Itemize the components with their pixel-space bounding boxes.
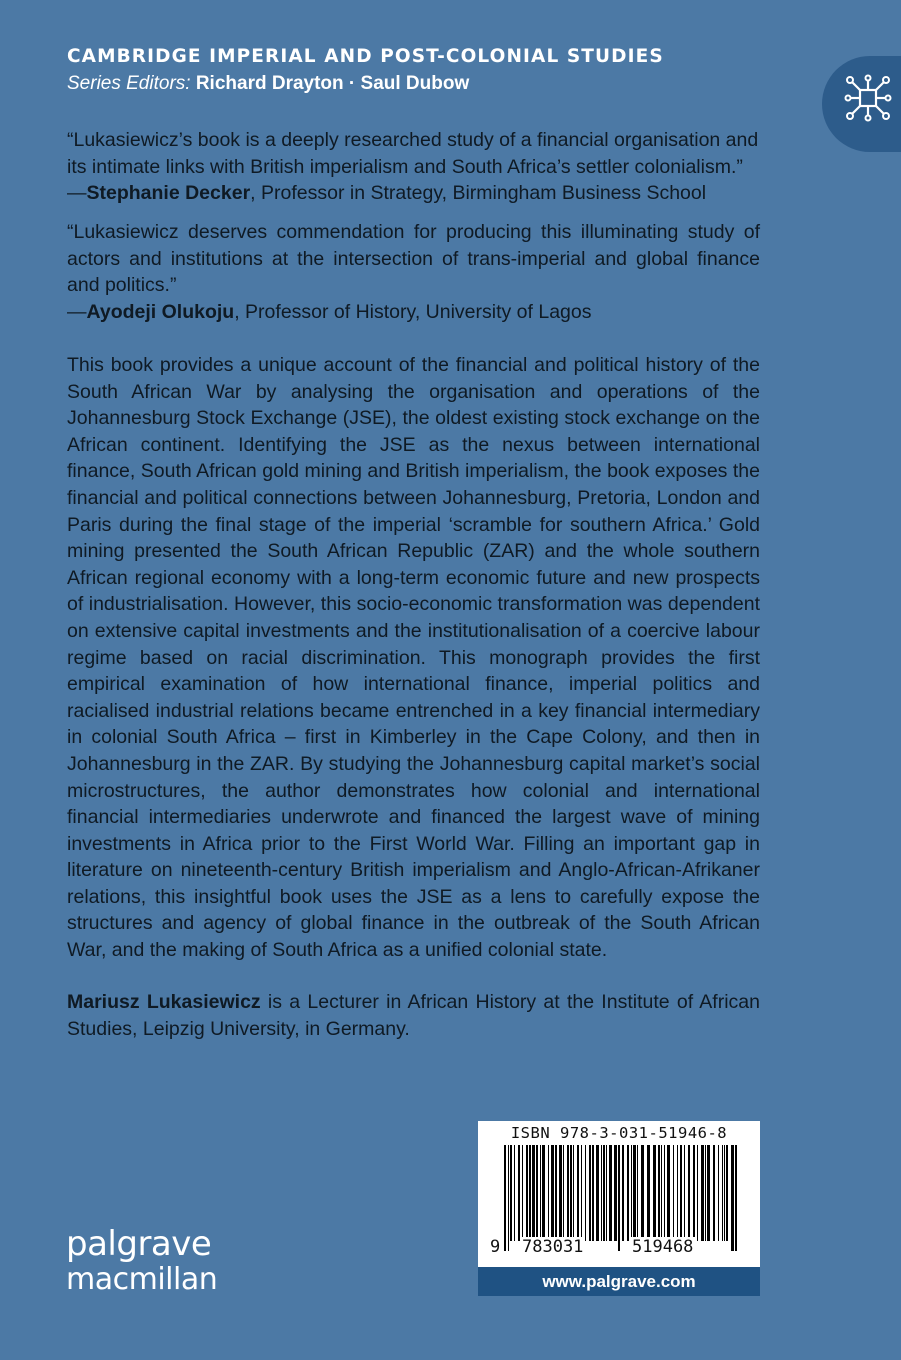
barcode-bar <box>603 1145 605 1241</box>
barcode-bar <box>667 1145 670 1241</box>
quote-1-affiliation: , Professor in Strategy, Birmingham Business School <box>250 182 707 205</box>
barcode-bar <box>658 1145 660 1241</box>
barcode-bar <box>508 1145 509 1251</box>
barcode-bar <box>701 1145 704 1241</box>
barcode-bar <box>589 1145 591 1241</box>
author-name: Mariusz Lukasiewicz <box>67 991 261 1013</box>
barcode-bar <box>677 1145 678 1241</box>
author-bio-text: is a Lecturer in African History at the Institute of African Studies, Leipzig University, in Germany. <box>67 991 760 1040</box>
isbn-label: ISBN 978-3-031-51946-8 <box>510 1124 728 1142</box>
barcode-bar <box>647 1145 650 1241</box>
barcode-bar <box>529 1145 531 1241</box>
barcode-bar <box>653 1145 656 1241</box>
barcode-bar <box>548 1145 549 1241</box>
barcode-bar <box>614 1145 617 1241</box>
publisher-line-1: palgrave <box>66 1224 212 1264</box>
barcode-bar <box>697 1145 698 1241</box>
series-title: CAMBRIDGE IMPERIAL AND POST-COLONIAL STUDIES <box>67 46 664 67</box>
barcode-bar <box>563 1145 564 1241</box>
series-editors-label: Series Editors: <box>67 73 191 94</box>
quote-1-attribution: —Stephanie Decker, Professor in Strategy, Birmingham Business School <box>67 182 707 205</box>
barcode-bar <box>592 1145 594 1241</box>
barcode-bar <box>707 1145 710 1241</box>
barcode-bar <box>559 1145 562 1241</box>
quote-2-attribution: —Ayodeji Olukoju, Professor of History, University of Lagos <box>67 300 592 323</box>
book-description: This book provides a unique account of the financial and political history of the South African War by analysing the organisation and operations of the Johannesburg Stock Exchange (JSE), the oldest existing stock exchange on the African continent. Identifying the JSE as the nexus between international finance, South African gold mining and British imperialism, the book exposes the financial and political connections between Johannesburg, Pretoria, London and Paris during the final stage of the imperial ‘scramble for southern Africa.’ Gold mining presented the South African Republic (ZAR) and the whole southern African regional economy with a long-term economic future and new prospects of industrialisation. However, this socio-economic transformation was dependent on extensive capital investments and the institutionalisation of a coercive labour regime based on racial discrimination. This monograph provides the first empirical examination of how international finance, imperial politics and racialised industrial relations became entrenched in a key financial intermediary in colonial South Africa – first in Kimberley in the Cape Colony, and then in Johannesburg in the ZAR. By studying the Johannesburg capital market’s social microstructures, the author demonstrates how colonial and international financial intermediaries underwrote and financed the largest wave of mining investments in Africa prior to the First World War. Filling an important gap in literature on nineteenth-century British imperialism and Anglo-African-Afrikaner relations, this insightful book uses the JSE as a lens to carefully expose the structures and agency of global finance in the outbreak of the South African War, and the making of South Africa as a unified colonial state. <box>67 354 760 962</box>
author-bio <box>67 989 760 1042</box>
barcode-bar <box>536 1145 538 1241</box>
barcode-bar <box>581 1145 582 1241</box>
barcode-bar <box>596 1145 599 1241</box>
barcode-bar <box>722 1145 723 1241</box>
endorsement-quote-1 <box>67 127 760 207</box>
barcode-bar <box>540 1145 541 1241</box>
barcode-bar <box>622 1145 624 1241</box>
publisher-logo <box>66 1226 217 1298</box>
barcode-bar <box>731 1145 734 1251</box>
barcode-bar <box>684 1145 685 1241</box>
barcode-bar <box>555 1145 557 1241</box>
barcode-bar <box>705 1145 706 1241</box>
barcode-bar <box>504 1145 506 1251</box>
quote-1-name: Stephanie Decker <box>86 182 251 205</box>
barcode-bar <box>618 1145 620 1251</box>
barcode-bar <box>726 1145 728 1241</box>
barcode-bar <box>637 1145 638 1241</box>
barcode-bar <box>577 1145 579 1241</box>
barcode-bar <box>693 1145 695 1241</box>
endorsement-quote-2 <box>67 219 760 325</box>
quote-2-text: “Lukasiewicz deserves commendation for producing this illuminating study of actors and institutions at the intersection of trans-imperial and global finance and politics.” <box>67 221 760 297</box>
barcode-bar <box>609 1145 612 1241</box>
publisher-url[interactable]: www.palgrave.com <box>478 1267 760 1296</box>
barcode-bar <box>735 1145 737 1251</box>
barcode-bar <box>633 1145 636 1241</box>
series-editors-names: Richard Drayton · Saul Dubow <box>195 73 470 94</box>
barcode-digits-left: 783031 <box>522 1237 584 1257</box>
barcode-digits-right: 519468 <box>632 1237 694 1257</box>
barcode-bar <box>526 1145 528 1241</box>
barcode-bar <box>601 1145 602 1241</box>
barcode-bar <box>680 1145 682 1241</box>
barcode-bar <box>641 1145 644 1241</box>
barcode-bar <box>673 1145 674 1241</box>
barcode-bar <box>664 1145 665 1241</box>
series-editors <box>67 73 469 95</box>
barcode-bar <box>627 1145 629 1241</box>
barcode-bar <box>573 1145 574 1241</box>
barcode-bar <box>567 1145 569 1241</box>
isbn-barcode <box>478 1121 760 1267</box>
barcode-bar <box>713 1145 715 1241</box>
barcode-bar <box>510 1145 512 1241</box>
barcode-bar <box>631 1145 632 1241</box>
barcode-bar <box>585 1145 586 1241</box>
barcode-bar <box>542 1145 545 1241</box>
barcode-bar <box>661 1145 662 1241</box>
barcode-bar <box>718 1145 719 1241</box>
barcode-bar <box>522 1145 523 1241</box>
publisher-line-2: macmillan <box>66 1262 218 1297</box>
barcode-bar <box>532 1145 535 1241</box>
barcode-bar <box>518 1145 520 1241</box>
barcode-bar <box>570 1145 572 1241</box>
quote-2-name: Ayodeji Olukoju <box>86 300 235 323</box>
barcode-bar <box>514 1145 515 1241</box>
quote-1-text: “Lukasiewicz’s book is a deeply researched study of a financial organisation and its intimate links with British imperialism and South Africa’s settler colonialism.” <box>67 129 759 178</box>
barcode-bar <box>606 1145 607 1241</box>
barcode-bar <box>688 1145 690 1241</box>
barcode-bar <box>724 1145 725 1241</box>
palgrave-logo-tab <box>822 56 901 152</box>
palgrave-network-icon <box>842 72 894 124</box>
quote-2-affiliation: , Professor of History, University of Lagos <box>234 300 592 323</box>
barcode-digit-first: 9 <box>490 1237 501 1257</box>
barcode-bar <box>551 1145 554 1241</box>
